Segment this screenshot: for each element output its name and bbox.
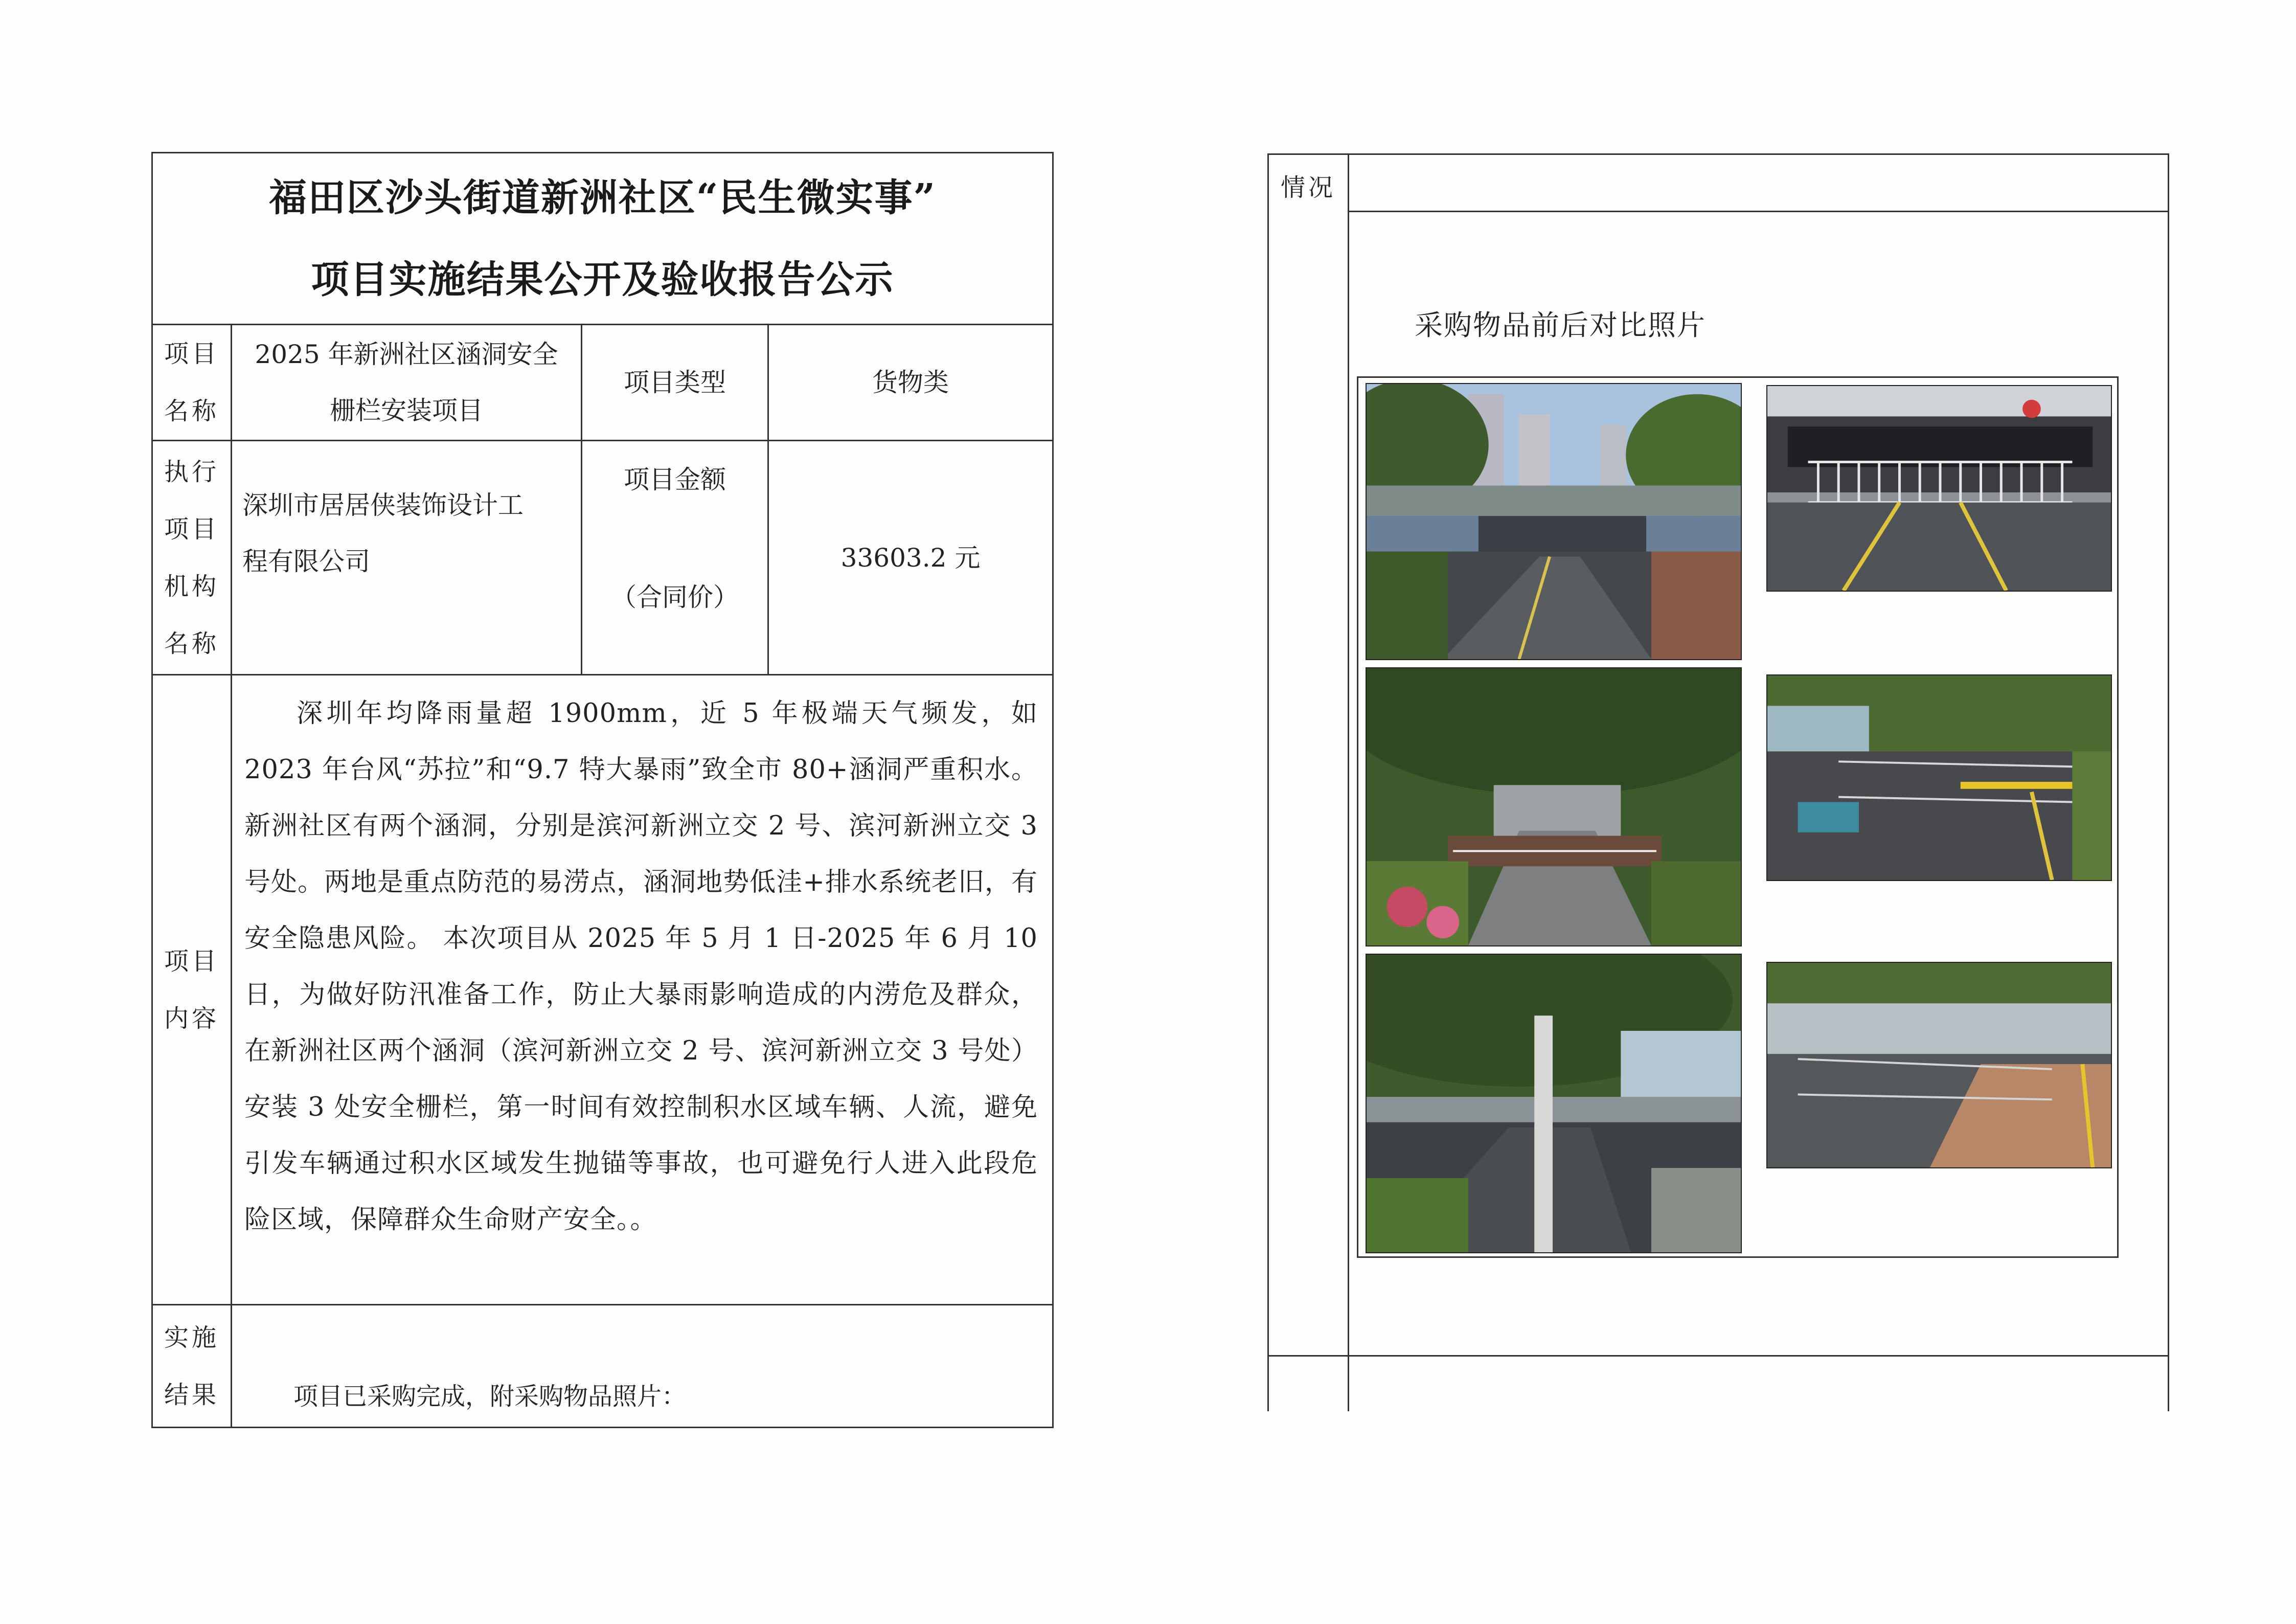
project-type-label: 项目类型 [582,325,768,441]
project-content-text: 深圳年均降雨量超 1900mm，近 5 年极端天气频发，如 2023 年台风“苏拉”和“9.7 特大暴雨”致全市 80+涵洞严重积水。新洲社区有两个涵洞，分别是滨河新洲立交 2 号、滨河新洲立交 3 号处。两地是重点防范的易涝点，涵洞地势低洼+排水系统老旧，有安全隐患风险。 本次项目从 2025 年 5 月 1 日-2025 年 6 月 10 日，为做好防汛准备工作，防止大暴雨影响造成的内涝危及群众，在新洲社区两个涵洞（滨河新洲立交 2 号、滨河新洲立交 3 号处）安装 3 处安全栅栏，第一时间有效控制积水区域车辆、人流，避免引发车辆通过积水区域发生抛锚等事故，也可避免行人进入此段危险区域，保障群众生命财产安全。。 [232,675,1053,1305]
frame-column-divider [1348,153,1349,1411]
project-amount-label-line2: （合同价） [611,582,739,612]
right-panel [1267,153,2169,1411]
report-title-line1: 福田区沙头街道新洲社区“民生微实事” [268,175,937,220]
photo-after-culvert-3 [1766,962,2112,1168]
implementation-result-value: 项目已采购完成，附采购物品照片： [232,1305,1053,1428]
project-amount-label-line1: 项目金额 [624,465,726,494]
project-name-line1: 2025 年新洲社区涵洞安全 [255,340,558,369]
project-amount-value: 33603.2 元 [768,441,1053,675]
photo-after-culvert-2 [1766,674,2112,881]
report-table-container [151,152,1052,1426]
project-amount-label [582,441,768,675]
frame-row-divider [1348,211,2169,212]
photo-after-culvert-1 [1766,385,2112,592]
project-content-label: 项目 内容 [152,675,232,1305]
project-name-value [232,325,582,441]
executing-org-label: 执行 项目 机构 名称 [152,441,232,675]
frame-bottom-divider [1267,1355,2169,1357]
executing-org-value [232,441,582,675]
frame-right-line [2168,153,2169,1411]
project-name-label: 项目 名称 [152,325,232,441]
executing-org-line1: 深圳市居居侠装饰设计工 [242,490,524,520]
report-table [151,152,1054,1428]
photo-grid [1357,376,2119,1258]
project-name-line2: 栅栏安装项目 [330,396,483,425]
project-type-value: 货物类 [768,325,1053,441]
photo-before-culvert-1 [1366,383,1742,660]
report-title-line2: 项目实施结果公开及验收报告公示 [311,257,894,302]
frame-left-line [1267,153,1269,1411]
photos-caption: 采购物品前后对比照片 [1415,309,1707,342]
executing-org-line2: 程有限公司 [242,547,370,576]
frame-top-line [1267,153,2169,155]
implementation-result-label: 实施 结果 [152,1305,232,1428]
photo-before-culvert-2 [1366,667,1742,946]
situation-label: 情况 [1280,173,1336,202]
report-title-cell [152,153,1053,325]
photo-before-culvert-3 [1366,954,1742,1253]
